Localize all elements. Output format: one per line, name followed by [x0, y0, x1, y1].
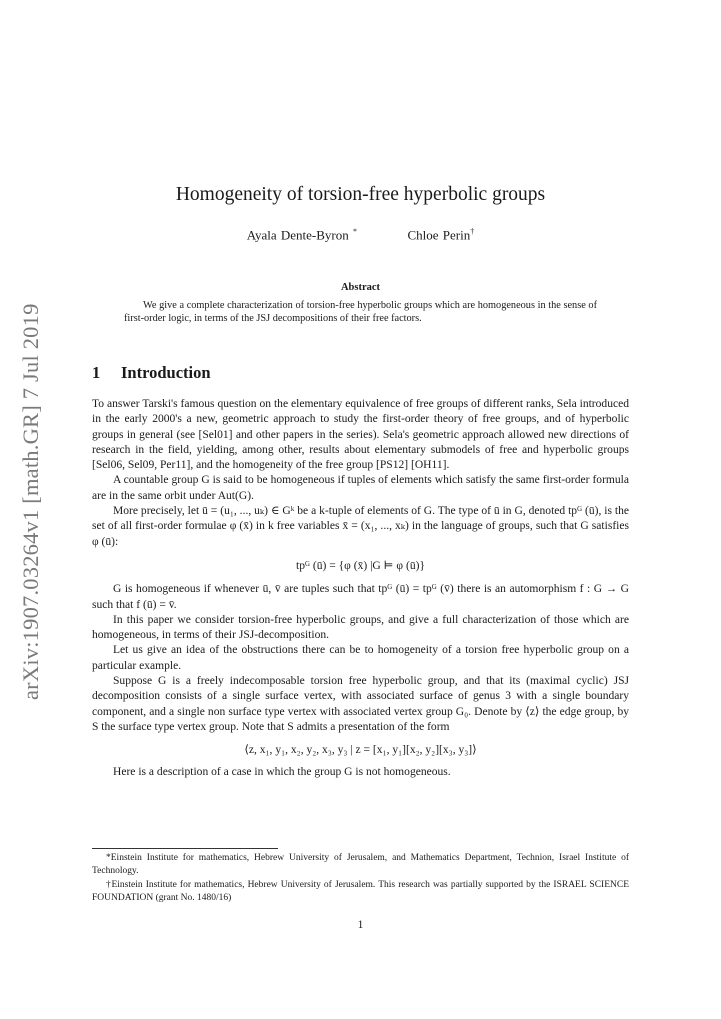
section-title: Introduction	[121, 363, 211, 382]
page-number: 1	[357, 919, 364, 931]
abstract-heading: Abstract	[340, 282, 381, 293]
paragraph: Let us give an idea of the obstructions there can be to homogeneity of a torsion free hyperbolic group on a particular example.	[92, 644, 629, 672]
paper-title: Homogeneity of torsion-free hyperbolic groups	[175, 184, 546, 205]
section-heading	[92, 363, 211, 383]
footnote: *Einstein Institute for mathematics, Hebrew University of Jerusalem, and Mathematics Department, Technion, Israel Institute of Technology.	[92, 853, 629, 877]
footnotes	[92, 852, 629, 906]
paragraph: Here is a description of a case in which the group G is not homogeneous.	[113, 765, 451, 778]
paragraph: G is homogeneous if whenever ū, v̄ are tuples such that tpᴳ (ū) = tpᴳ (v̄) there is an automorphism f : G → G such that f (ū) = v̄.	[92, 583, 629, 611]
author-footnote-mark: *	[352, 227, 357, 236]
arxiv-identifier: arXiv:1907.03264v1 [math.GR] 7 Jul 2019	[18, 303, 43, 700]
section-number: 1	[92, 363, 101, 382]
author-list	[0, 227, 721, 243]
footnote-rule	[92, 848, 278, 849]
display-equation: ⟨z, x₁, y₁, x₂, y₂, x₃, y₃ | z = [x₁, y₁][x₂, y₂][x₃, y₃]⟩	[244, 744, 477, 757]
paragraph: In this paper we consider torsion-free hyperbolic groups, and give a full characterization of those which are homogeneous, in terms of their JSJ-decomposition.	[92, 613, 629, 642]
body-text	[92, 397, 629, 780]
display-equation: tpᴳ (ū) = {φ (x̄) |G ⊨ φ (ū)}	[296, 559, 425, 572]
paragraph: Suppose G is a freely indecomposable torsion free hyperbolic group, and that its (maximal cyclic) JSJ decomposition consists of a single surface vertex, with associated surface of genus 3 with a single boundary component, and a single non surface type vertex with associated vertex group G₀. Denote by ⟨z⟩ the edge group, by S the surface type vertex group. Note that S admits a presentation of the form	[92, 675, 629, 733]
paragraph: More precisely, let ū = (u₁, ..., uₖ) ∈ Gᵏ be a k-tuple of elements of G. The type of ū in G, denoted tpᴳ (ū), is the set of all first-order formulae φ (x̄) in k free variables x̄ = (x₁, ..., xₖ) in the language of groups, such that G satisfies φ (ū):	[92, 505, 629, 548]
paragraph: A countable group G is said to be homogeneous if tuples of elements which satisfy the same first-order formula are in the same orbit under Aut(G).	[92, 474, 629, 502]
author-name: Ayala Dente-Byron	[246, 227, 349, 243]
author-name: Chloe Perin	[407, 227, 471, 243]
paragraph: To answer Tarski's famous question on the elementary equivalence of free groups of different ranks, Sela introduced in the early 2000's a new, geometric approach to study the first-order theory of free groups, and of hyperbolic groups in general (see [Sel01] and other papers in the series). Sela's geometric approach allowed new directions of research in the field, yielding, among other, results about elementary submodels of free and hyperbolic groups [Sel06, Sel09, Per11], and the homogeneity of the free group [PS12] [OH11].	[92, 398, 629, 472]
author-footnote-mark: †	[470, 227, 475, 236]
abstract-text: We give a complete characterization of torsion-free hyperbolic groups which are homogeneous in the sense of first-order logic, in terms of the JSJ decompositions of their free factors.	[124, 300, 597, 325]
footnote: †Einstein Institute for mathematics, Hebrew University of Jerusalem. This research was partially supported by the ISRAEL SCIENCE FOUNDATION (grant No. 1480/16)	[92, 879, 629, 904]
